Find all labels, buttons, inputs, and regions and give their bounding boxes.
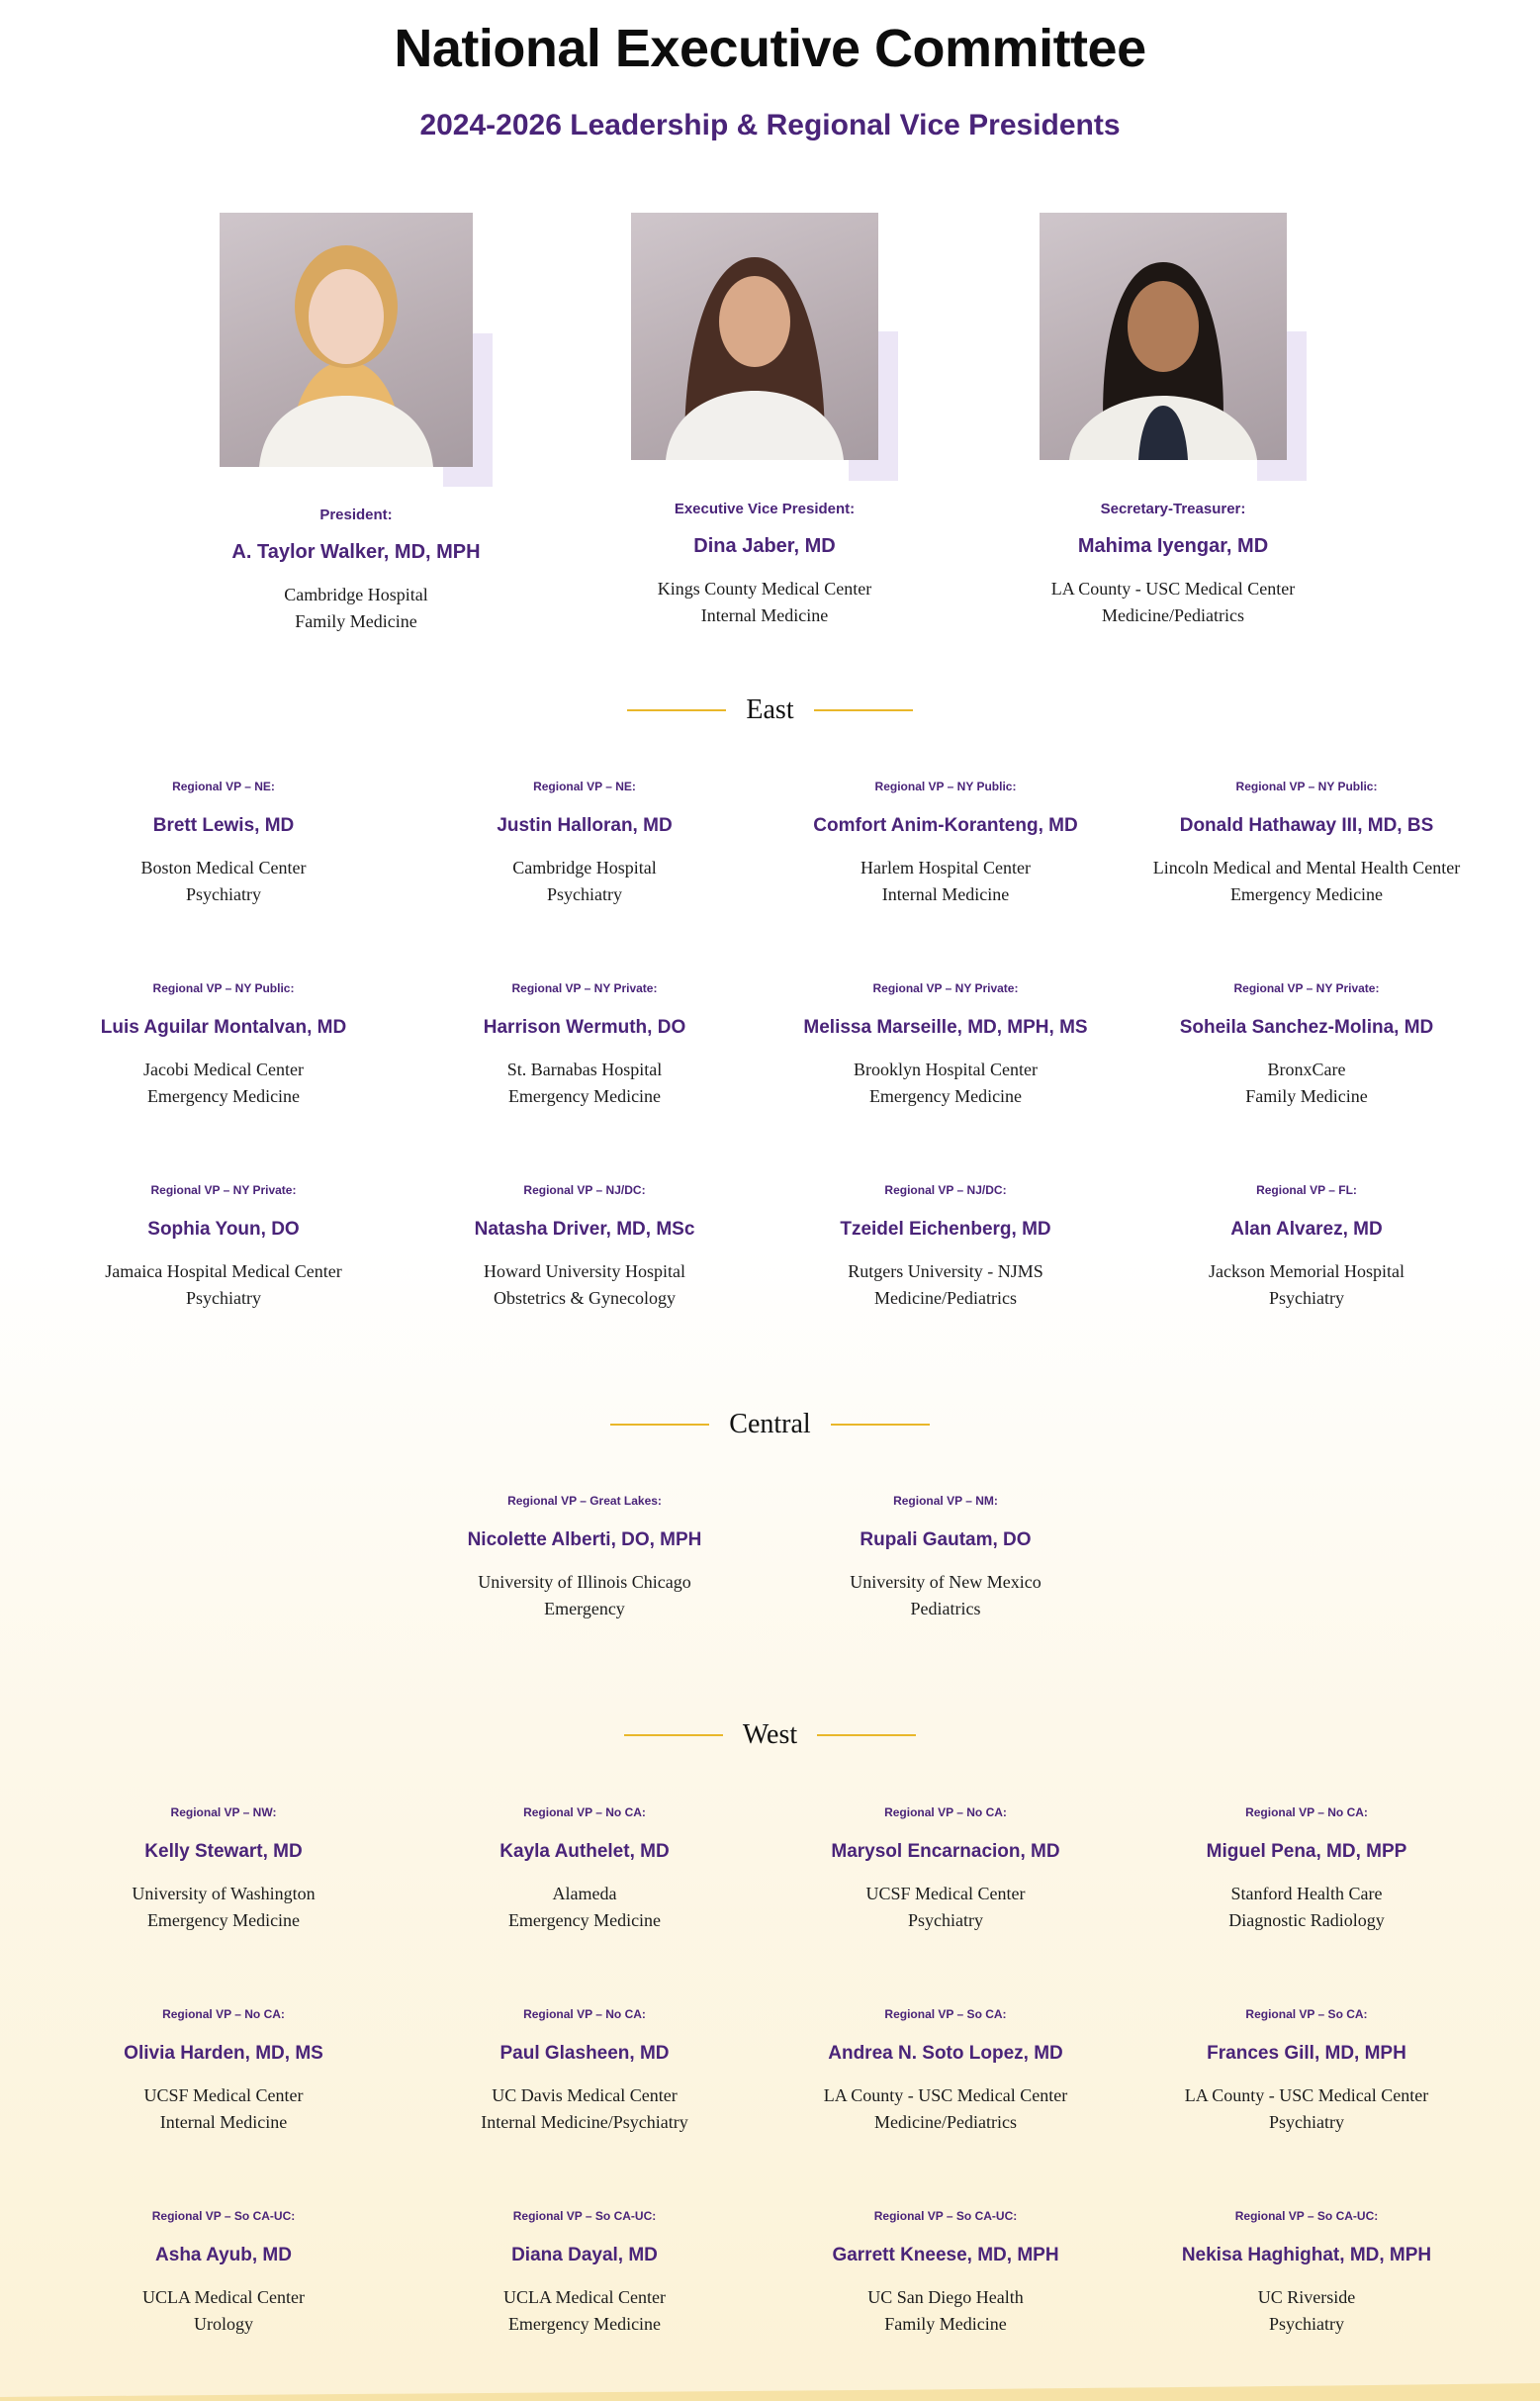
officer-card: [567, 213, 962, 629]
member-affiliation: [1129, 1881, 1485, 1934]
section-title: Central: [729, 1409, 811, 1439]
member-card: [768, 2209, 1124, 2338]
member-role: Regional VP – NY Private:: [1233, 981, 1380, 995]
member-role: Regional VP – NW:: [170, 1805, 277, 1819]
member-specialty: Emergency Medicine: [507, 1086, 662, 1106]
gold-divider: [817, 1734, 916, 1736]
member-institution: UC Riverside: [1257, 2287, 1356, 2307]
member-card: [45, 2007, 402, 2136]
officer-specialty: Medicine/Pediatrics: [1102, 605, 1244, 625]
member-role: Regional VP – So CA:: [1245, 2007, 1368, 2021]
portrait-icon: [1040, 213, 1287, 460]
member-role: Regional VP – NY Private:: [872, 981, 1019, 995]
member-name: Luis Aguilar Montalvan, MD: [100, 1017, 347, 1038]
member-specialty: Psychiatry: [1269, 2112, 1344, 2132]
member-role: Regional VP – NJ/DC:: [523, 1183, 646, 1197]
page-title: National Executive Committee: [394, 19, 1146, 78]
member-card: [1129, 780, 1485, 908]
member-affiliation: [407, 1881, 763, 1934]
member-affiliation: [407, 1569, 763, 1622]
officer-institution: LA County - USC Medical Center: [1050, 579, 1296, 599]
member-card: [45, 780, 402, 908]
decorative-wave: [0, 2383, 1540, 2401]
member-affiliation: [1129, 855, 1485, 908]
officer-institution: Cambridge Hospital: [284, 585, 428, 604]
member-institution: Howard University Hospital: [484, 1261, 685, 1281]
section-title: West: [742, 1719, 798, 1750]
member-role: Regional VP – NY Private:: [511, 981, 658, 995]
officer-card: [158, 213, 554, 635]
member-role: Regional VP – NE:: [172, 780, 275, 793]
member-specialty: Diagnostic Radiology: [1228, 1910, 1385, 1930]
member-role: Regional VP – FL:: [1256, 1183, 1357, 1197]
member-specialty: Internal Medicine/Psychiatry: [481, 2112, 688, 2132]
member-name: Asha Ayub, MD: [155, 2245, 292, 2265]
member-institution: UCLA Medical Center: [503, 2287, 666, 2307]
member-card: [1129, 1183, 1485, 1312]
member-specialty: Psychiatry: [186, 1288, 261, 1308]
member-role: Regional VP – So CA-UC:: [873, 2209, 1018, 2223]
officer-photo: [631, 213, 878, 460]
officer-affiliation: [158, 582, 554, 635]
officer-affiliation: [567, 576, 962, 629]
member-affiliation: [1129, 1057, 1485, 1110]
officer-role: Secretary-Treasurer:: [1100, 501, 1246, 517]
member-specialty: Psychiatry: [1269, 2314, 1344, 2334]
member-affiliation: [1129, 2082, 1485, 2136]
officer-card: [975, 213, 1371, 629]
member-specialty: Family Medicine: [1245, 1086, 1368, 1106]
member-institution: UCSF Medical Center: [143, 2085, 304, 2105]
section-header-central: [0, 1409, 1540, 1440]
officer-photo: [1040, 213, 1287, 460]
member-affiliation: [45, 1881, 402, 1934]
member-affiliation: [768, 1881, 1124, 1934]
member-institution: University of Washington: [132, 1884, 316, 1903]
section-header-east: [0, 694, 1540, 726]
member-specialty: Pediatrics: [910, 1599, 981, 1618]
member-institution: University of Illinois Chicago: [478, 1572, 691, 1592]
member-specialty: Emergency Medicine: [868, 1086, 1023, 1106]
member-card: [407, 1494, 763, 1622]
member-affiliation: [768, 2284, 1124, 2338]
member-institution: Rutgers University - NJMS: [848, 1261, 1043, 1281]
member-specialty: Psychiatry: [547, 884, 622, 904]
member-institution: St. Barnabas Hospital: [506, 1060, 663, 1079]
member-name: Marysol Encarnacion, MD: [831, 1841, 1060, 1862]
gold-divider: [831, 1424, 930, 1426]
member-role: Regional VP – NY Public:: [874, 780, 1017, 793]
member-name: Melissa Marseille, MD, MPH, MS: [803, 1017, 1088, 1038]
member-name: Garrett Kneese, MD, MPH: [832, 2245, 1059, 2265]
member-card: [407, 1183, 763, 1312]
member-role: Regional VP – NY Public:: [1235, 780, 1378, 793]
member-specialty: Emergency Medicine: [146, 1086, 301, 1106]
member-name: Miguel Pena, MD, MPP: [1206, 1841, 1407, 1862]
gold-divider: [624, 1734, 723, 1736]
member-role: Regional VP – No CA:: [1245, 1805, 1368, 1819]
member-institution: Harlem Hospital Center: [861, 858, 1031, 877]
section-header-west: [0, 1719, 1540, 1751]
member-name: Nekisa Haghighat, MD, MPH: [1181, 2245, 1432, 2265]
member-institution: UCLA Medical Center: [142, 2287, 305, 2307]
member-specialty: Urology: [194, 2314, 253, 2334]
member-name: Andrea N. Soto Lopez, MD: [828, 2043, 1063, 2064]
member-specialty: Emergency Medicine: [507, 2314, 662, 2334]
member-name: Diana Dayal, MD: [511, 2245, 658, 2265]
member-name: Natasha Driver, MD, MSc: [474, 1219, 695, 1240]
officer-photo-frame: [631, 213, 898, 481]
member-card: [768, 1805, 1124, 1934]
member-name: Paul Glasheen, MD: [499, 2043, 670, 2064]
member-name: Alan Alvarez, MD: [1230, 1219, 1383, 1240]
member-specialty: Internal Medicine: [881, 884, 1010, 904]
gold-divider: [610, 1424, 709, 1426]
member-name: Tzeidel Eichenberg, MD: [840, 1219, 1051, 1240]
member-institution: UC San Diego Health: [867, 2287, 1024, 2307]
member-institution: Alameda: [552, 1884, 617, 1903]
member-affiliation: [407, 1258, 763, 1312]
member-affiliation: [45, 2284, 402, 2338]
member-affiliation: [45, 1057, 402, 1110]
officer-photo-frame: [220, 213, 493, 487]
member-name: Kayla Authelet, MD: [499, 1841, 670, 1862]
member-specialty: Medicine/Pediatrics: [874, 1288, 1017, 1308]
member-card: [1129, 981, 1485, 1110]
member-role: Regional VP – NJ/DC:: [884, 1183, 1007, 1197]
member-role: Regional VP – No CA:: [162, 2007, 285, 2021]
member-institution: Brooklyn Hospital Center: [854, 1060, 1038, 1079]
member-role: Regional VP – NE:: [533, 780, 636, 793]
member-card: [407, 981, 763, 1110]
member-card: [45, 981, 402, 1110]
member-affiliation: [407, 1057, 763, 1110]
member-affiliation: [45, 2082, 402, 2136]
member-affiliation: [45, 1258, 402, 1312]
member-card: [407, 780, 763, 908]
member-institution: BronxCare: [1267, 1060, 1346, 1079]
member-institution: Cambridge Hospital: [512, 858, 657, 877]
member-name: Donald Hathaway III, MD, BS: [1179, 815, 1434, 836]
member-institution: University of New Mexico: [850, 1572, 1042, 1592]
member-specialty: Emergency Medicine: [507, 1910, 662, 1930]
member-name: Justin Halloran, MD: [497, 815, 673, 836]
member-name: Olivia Harden, MD, MS: [124, 2043, 323, 2064]
portrait-icon: [220, 213, 473, 467]
member-institution: Boston Medical Center: [140, 858, 307, 877]
member-institution: LA County - USC Medical Center: [823, 2085, 1068, 2105]
member-card: [1129, 1805, 1485, 1934]
officer-name: Dina Jaber, MD: [693, 535, 836, 557]
member-card: [45, 2209, 402, 2338]
officer-affiliation: [975, 576, 1371, 629]
member-card: [1129, 2209, 1485, 2338]
member-affiliation: [768, 1057, 1124, 1110]
member-affiliation: [407, 2284, 763, 2338]
officer-photo-frame: [1040, 213, 1307, 481]
member-affiliation: [1129, 2284, 1485, 2338]
officer-role: President:: [319, 507, 393, 523]
member-affiliation: [768, 2082, 1124, 2136]
member-card: [768, 2007, 1124, 2136]
member-affiliation: [407, 855, 763, 908]
member-affiliation: [768, 855, 1124, 908]
member-role: Regional VP – No CA:: [523, 1805, 646, 1819]
member-role: Regional VP – So CA-UC:: [151, 2209, 296, 2223]
member-name: Nicolette Alberti, DO, MPH: [467, 1529, 702, 1550]
member-specialty: Psychiatry: [908, 1910, 983, 1930]
member-role: Regional VP – NY Public:: [152, 981, 295, 995]
officer-photo: [220, 213, 473, 467]
officer-specialty: Family Medicine: [295, 611, 417, 631]
member-card: [1129, 2007, 1485, 2136]
member-card: [768, 780, 1124, 908]
officer-institution: Kings County Medical Center: [657, 579, 872, 599]
member-card: [768, 1183, 1124, 1312]
member-affiliation: [768, 1258, 1124, 1312]
officer-role: Executive Vice President:: [674, 501, 856, 517]
member-name: Kelly Stewart, MD: [144, 1841, 303, 1862]
member-card: [407, 2209, 763, 2338]
gold-divider: [627, 709, 726, 711]
member-role: Regional VP – Great Lakes:: [507, 1494, 662, 1508]
member-name: Comfort Anim-Koranteng, MD: [813, 815, 1078, 836]
member-card: [407, 1805, 763, 1934]
member-specialty: Family Medicine: [884, 2314, 1007, 2334]
officer-name: A. Taylor Walker, MD, MPH: [231, 541, 481, 563]
member-name: Harrison Wermuth, DO: [483, 1017, 686, 1038]
member-role: Regional VP – No CA:: [523, 2007, 646, 2021]
member-institution: Stanford Health Care: [1230, 1884, 1383, 1903]
page-subtitle: 2024-2026 Leadership & Regional Vice Presidents: [419, 109, 1121, 141]
member-specialty: Obstetrics & Gynecology: [494, 1288, 676, 1308]
member-specialty: Emergency: [544, 1599, 625, 1618]
member-specialty: Emergency Medicine: [146, 1910, 301, 1930]
portrait-icon: [631, 213, 878, 460]
officer-name: Mahima Iyengar, MD: [1077, 535, 1269, 557]
member-specialty: Psychiatry: [1269, 1288, 1344, 1308]
member-card: [407, 2007, 763, 2136]
member-specialty: Emergency Medicine: [1229, 884, 1384, 904]
member-name: Rupali Gautam, DO: [860, 1529, 1032, 1550]
member-role: Regional VP – No CA:: [884, 1805, 1007, 1819]
member-affiliation: [1129, 1258, 1485, 1312]
member-institution: LA County - USC Medical Center: [1184, 2085, 1429, 2105]
member-institution: Jackson Memorial Hospital: [1209, 1261, 1404, 1281]
member-affiliation: [407, 2082, 763, 2136]
member-role: Regional VP – NM:: [893, 1494, 998, 1508]
member-institution: UC Davis Medical Center: [492, 2085, 678, 2105]
member-card: [768, 1494, 1124, 1622]
member-name: Sophia Youn, DO: [147, 1219, 300, 1240]
member-name: Frances Gill, MD, MPH: [1207, 2043, 1406, 2064]
member-affiliation: [768, 1569, 1124, 1622]
member-card: [45, 1805, 402, 1934]
member-institution: Jacobi Medical Center: [143, 1060, 304, 1079]
member-role: Regional VP – So CA:: [884, 2007, 1007, 2021]
member-role: Regional VP – So CA-UC:: [512, 2209, 657, 2223]
gold-divider: [814, 709, 913, 711]
section-title: East: [746, 694, 794, 725]
member-name: Soheila Sanchez-Molina, MD: [1179, 1017, 1434, 1038]
member-institution: Jamaica Hospital Medical Center: [105, 1261, 342, 1281]
member-specialty: Medicine/Pediatrics: [874, 2112, 1017, 2132]
member-institution: UCSF Medical Center: [865, 1884, 1026, 1903]
member-name: Brett Lewis, MD: [152, 815, 295, 836]
member-specialty: Psychiatry: [186, 884, 261, 904]
member-institution: Lincoln Medical and Mental Health Center: [1152, 858, 1461, 877]
member-role: Regional VP – NY Private:: [150, 1183, 297, 1197]
member-affiliation: [45, 855, 402, 908]
member-role: Regional VP – So CA-UC:: [1234, 2209, 1379, 2223]
member-specialty: Internal Medicine: [159, 2112, 288, 2132]
member-card: [45, 1183, 402, 1312]
member-card: [768, 981, 1124, 1110]
officer-specialty: Internal Medicine: [700, 605, 829, 625]
